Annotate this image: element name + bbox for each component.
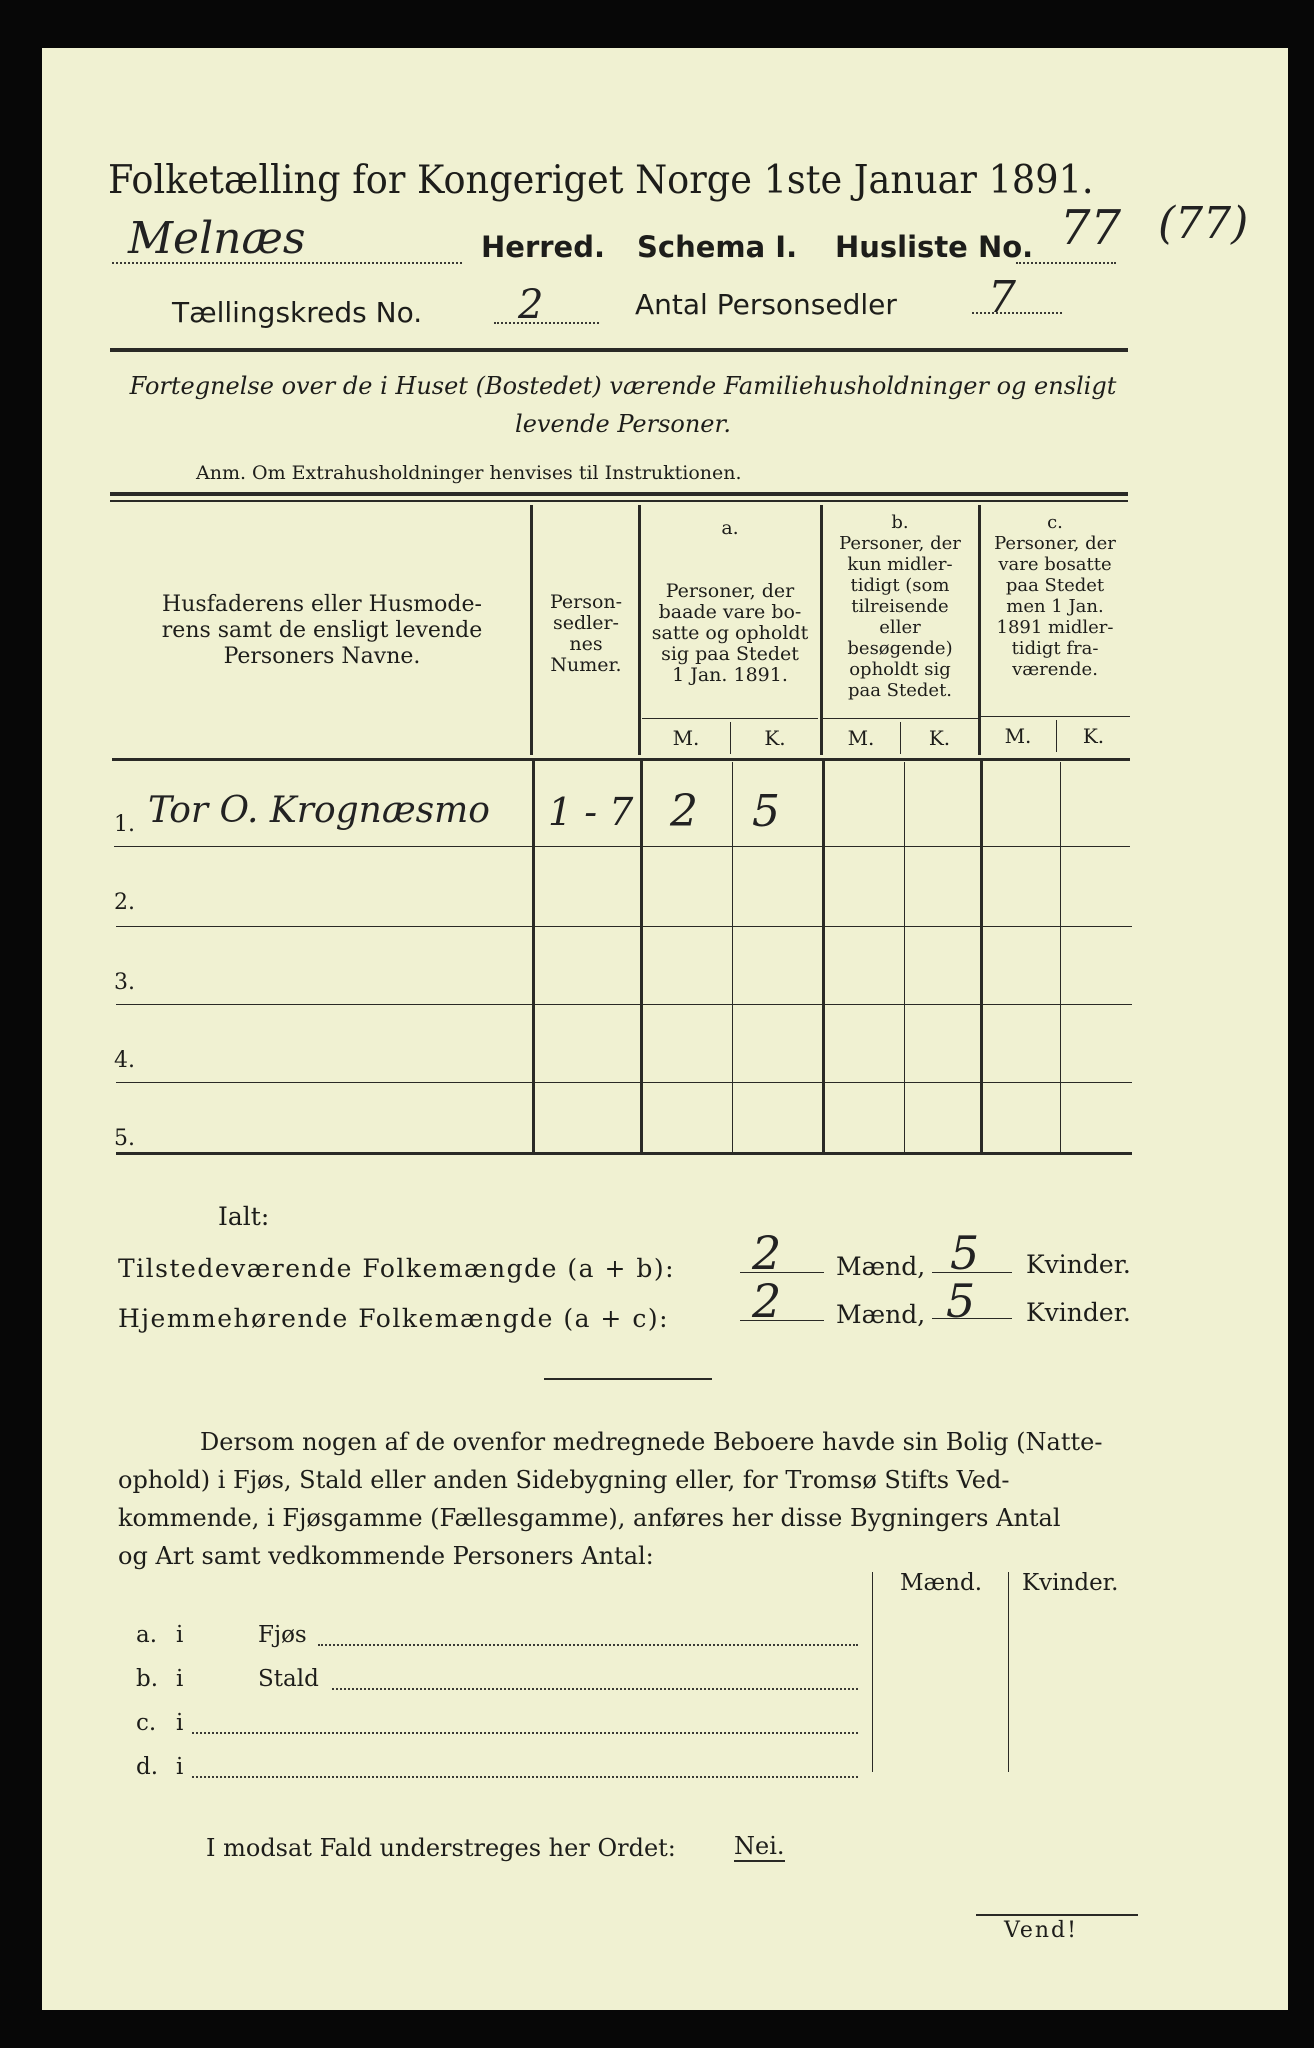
row-line-3 <box>116 1004 1132 1005</box>
row-line-2 <box>116 926 1132 927</box>
building-prep: i <box>176 1666 184 1692</box>
vend-rule <box>976 1914 1138 1916</box>
col-b-text-5: eller <box>879 617 921 638</box>
vend-label: Vend! <box>1004 1918 1078 1943</box>
col-a-text-5: 1 Jan. 1891. <box>672 664 788 686</box>
col-b-text-3: tidigt (som <box>850 575 950 596</box>
schema-label: Schema I. <box>637 230 798 264</box>
col-b-text-8: paa Stedet. <box>847 680 953 701</box>
table-top-rule <box>110 492 1128 496</box>
body-col-divider-4 <box>980 760 983 1154</box>
paragraph-line-2: ophold) i Fjøs, Stald eller anden Sidebygning eller, for Tromsø Stifts Ved- <box>118 1466 1010 1494</box>
col-numer-text-1: Person- <box>549 591 623 613</box>
col-header-a <box>642 518 818 686</box>
husliste-dotline <box>1016 262 1116 264</box>
col-c-text-7: værende. <box>1012 659 1098 680</box>
col-c-text-4: men 1 Jan. <box>1006 596 1104 617</box>
kreds-label: Tællingskreds No. <box>172 296 423 329</box>
hjemme-label: Hjemmehørende Folkemængde (a + c): <box>118 1304 669 1333</box>
ialt-label: Ialt: <box>218 1202 270 1231</box>
tilstede-label: Tilstedeværende Folkemængde (a + b): <box>118 1254 676 1283</box>
footer-word-nei: Nei. <box>734 1832 785 1860</box>
header-rule <box>110 348 1128 352</box>
row-number: 4. <box>114 1048 135 1073</box>
row-number: 3. <box>114 970 135 995</box>
col-name-text-1: Husfaderens eller Husmode- <box>162 592 482 617</box>
col-header-numer <box>534 592 638 676</box>
herred-value: Melnæs <box>128 213 306 264</box>
kreds-value: 2 <box>518 282 544 328</box>
buildings-divider-1 <box>872 1572 873 1772</box>
col-name-text-2: rens samt de ensligt levende <box>161 618 483 643</box>
col-numer-text-3: nes <box>569 633 603 655</box>
hjemme-kvinder-label: Kvinder. <box>1026 1298 1131 1327</box>
herred-label: Herred. <box>481 230 605 264</box>
col-c-text-1: Personer, der <box>994 533 1116 554</box>
paragraph-line-1: Dersom nogen af de ovenfor medregnede Beboere havde sin Bolig (Natte- <box>200 1428 1103 1456</box>
col-header-names <box>118 592 526 670</box>
body-col-divider-3 <box>822 760 825 1154</box>
personsedler-value: 7 <box>988 272 1016 323</box>
tilstede-m-value: 2 <box>752 1226 782 1280</box>
buildings-divider-2 <box>1008 1572 1009 1772</box>
col-c-text-2: vare bosatte <box>998 554 1112 575</box>
hjemme-m-value: 2 <box>752 1274 782 1328</box>
col-a-text-2: baade vare bo- <box>658 601 802 623</box>
col-a-text-1: Personer, der <box>665 580 795 602</box>
paragraph-line-4: og Art samt vedkommende Personers Antal: <box>118 1542 654 1570</box>
row-line-4 <box>116 1082 1132 1083</box>
tilstede-maend-label: Mænd, <box>836 1252 926 1281</box>
husliste-value: 77 <box>1060 200 1122 256</box>
husliste-label: Husliste No. <box>835 230 1034 264</box>
row-a-m: 2 <box>670 786 698 837</box>
herred-dotline <box>112 262 462 264</box>
hjemme-k-value: 5 <box>946 1274 976 1328</box>
row-name: Tor O. Krognæsmo <box>148 790 490 831</box>
col-header-b <box>822 512 978 701</box>
hjemme-maend-label: Mænd, <box>836 1300 926 1329</box>
building-name: Stald <box>258 1666 319 1692</box>
buildings-maend-header: Mænd. <box>900 1570 983 1596</box>
row-number: 5. <box>114 1126 135 1151</box>
personsedler-label: Antal Personsedler <box>635 288 897 321</box>
col-c-text-6: tidigt fra- <box>1011 638 1099 659</box>
building-dotline <box>192 1732 858 1734</box>
footer-text: I modsat Fald understreges her Ordet: <box>206 1834 676 1862</box>
row-number: 2. <box>114 890 135 915</box>
col-a-text-3: satte og opholdt <box>651 622 809 644</box>
col-a-letter: a. <box>721 517 739 539</box>
husliste-note: (77) <box>1158 198 1249 249</box>
col-a-text-4: sig paa Stedet <box>661 643 799 665</box>
body-col-divider-2 <box>640 760 643 1154</box>
building-letter: d. <box>136 1754 159 1780</box>
paragraph-line-3: kommende, i Fjøsgamme (Fællesgamme), anføres her disse Bygningers Antal <box>118 1504 1061 1532</box>
building-letter: a. <box>136 1622 158 1648</box>
col-b-text-1: Personer, der <box>839 533 961 554</box>
subtitle-line1: Fortegnelse over de i Huset (Bostedet) værende Familiehusholdninger og ensligt <box>129 372 1117 400</box>
col-numer-text-2: sedler- <box>553 612 619 634</box>
col-b-text-7: opholdt sig <box>849 659 951 680</box>
building-name: Fjøs <box>258 1622 307 1648</box>
col-b-letter: b. <box>891 512 909 533</box>
b-m-header: M. <box>847 726 875 750</box>
personsedler-dotline <box>972 312 1062 314</box>
row-numer: 1 - 7 <box>548 790 634 834</box>
col-divider-2 <box>638 505 641 755</box>
body-col-divider-1 <box>532 760 535 1154</box>
table-header-bottom-rule <box>112 758 1130 761</box>
census-form-page <box>42 48 1288 2010</box>
row-a-k: 5 <box>752 786 780 837</box>
body-col-divider-a-mk <box>732 762 733 1152</box>
building-letter: b. <box>136 1666 159 1692</box>
building-dotline <box>192 1776 858 1778</box>
row-number: 1. <box>114 812 135 837</box>
col-c-letter: c. <box>1047 512 1063 533</box>
col-b-text-6: besøgende) <box>847 638 953 659</box>
building-letter: c. <box>136 1710 157 1736</box>
b-k-header: K. <box>928 726 951 750</box>
a-m-header: M. <box>672 726 700 750</box>
mk-rule-b <box>822 718 978 719</box>
kreds-dotline <box>494 322 599 324</box>
col-header-c <box>980 512 1130 680</box>
col-name-text-3: Personers Navne. <box>223 644 421 669</box>
c-m-header: M. <box>1004 724 1032 748</box>
tilstede-kvinder-label: Kvinder. <box>1026 1250 1131 1279</box>
table-top-rule-2 <box>110 500 1128 502</box>
form-title: Folketælling for Kongeriget Norge 1ste Januar 1891. <box>108 158 1094 203</box>
body-col-divider-c-mk <box>1060 762 1061 1152</box>
c-k-header: K. <box>1082 724 1105 748</box>
section-divider <box>544 1378 712 1380</box>
col-c-text-3: paa Stedet <box>1005 575 1105 596</box>
building-prep: i <box>176 1622 184 1648</box>
col-numer-text-4: Numer. <box>550 654 622 676</box>
col-b-text-2: kun midler- <box>847 554 953 575</box>
col-divider-1 <box>530 505 533 755</box>
a-k-header: K. <box>764 726 786 750</box>
building-dotline <box>332 1688 858 1690</box>
row-line-1 <box>114 846 1130 847</box>
mk-rule-a <box>642 718 818 719</box>
body-col-divider-b-mk <box>904 762 905 1152</box>
building-prep: i <box>176 1710 184 1736</box>
subtitle-line2: levende Personer. <box>515 410 731 438</box>
mk-rule-c <box>980 716 1130 717</box>
anm-note: Anm. Om Extrahusholdninger henvises til Instruktionen. <box>196 462 742 484</box>
buildings-kvinder-header: Kvinder. <box>1022 1570 1119 1596</box>
col-c-text-5: 1891 midler- <box>996 617 1114 638</box>
building-dotline <box>318 1644 858 1646</box>
building-prep: i <box>176 1754 184 1780</box>
tilstede-k-value: 5 <box>950 1226 980 1280</box>
col-b-text-4: tilreisende <box>851 596 949 617</box>
